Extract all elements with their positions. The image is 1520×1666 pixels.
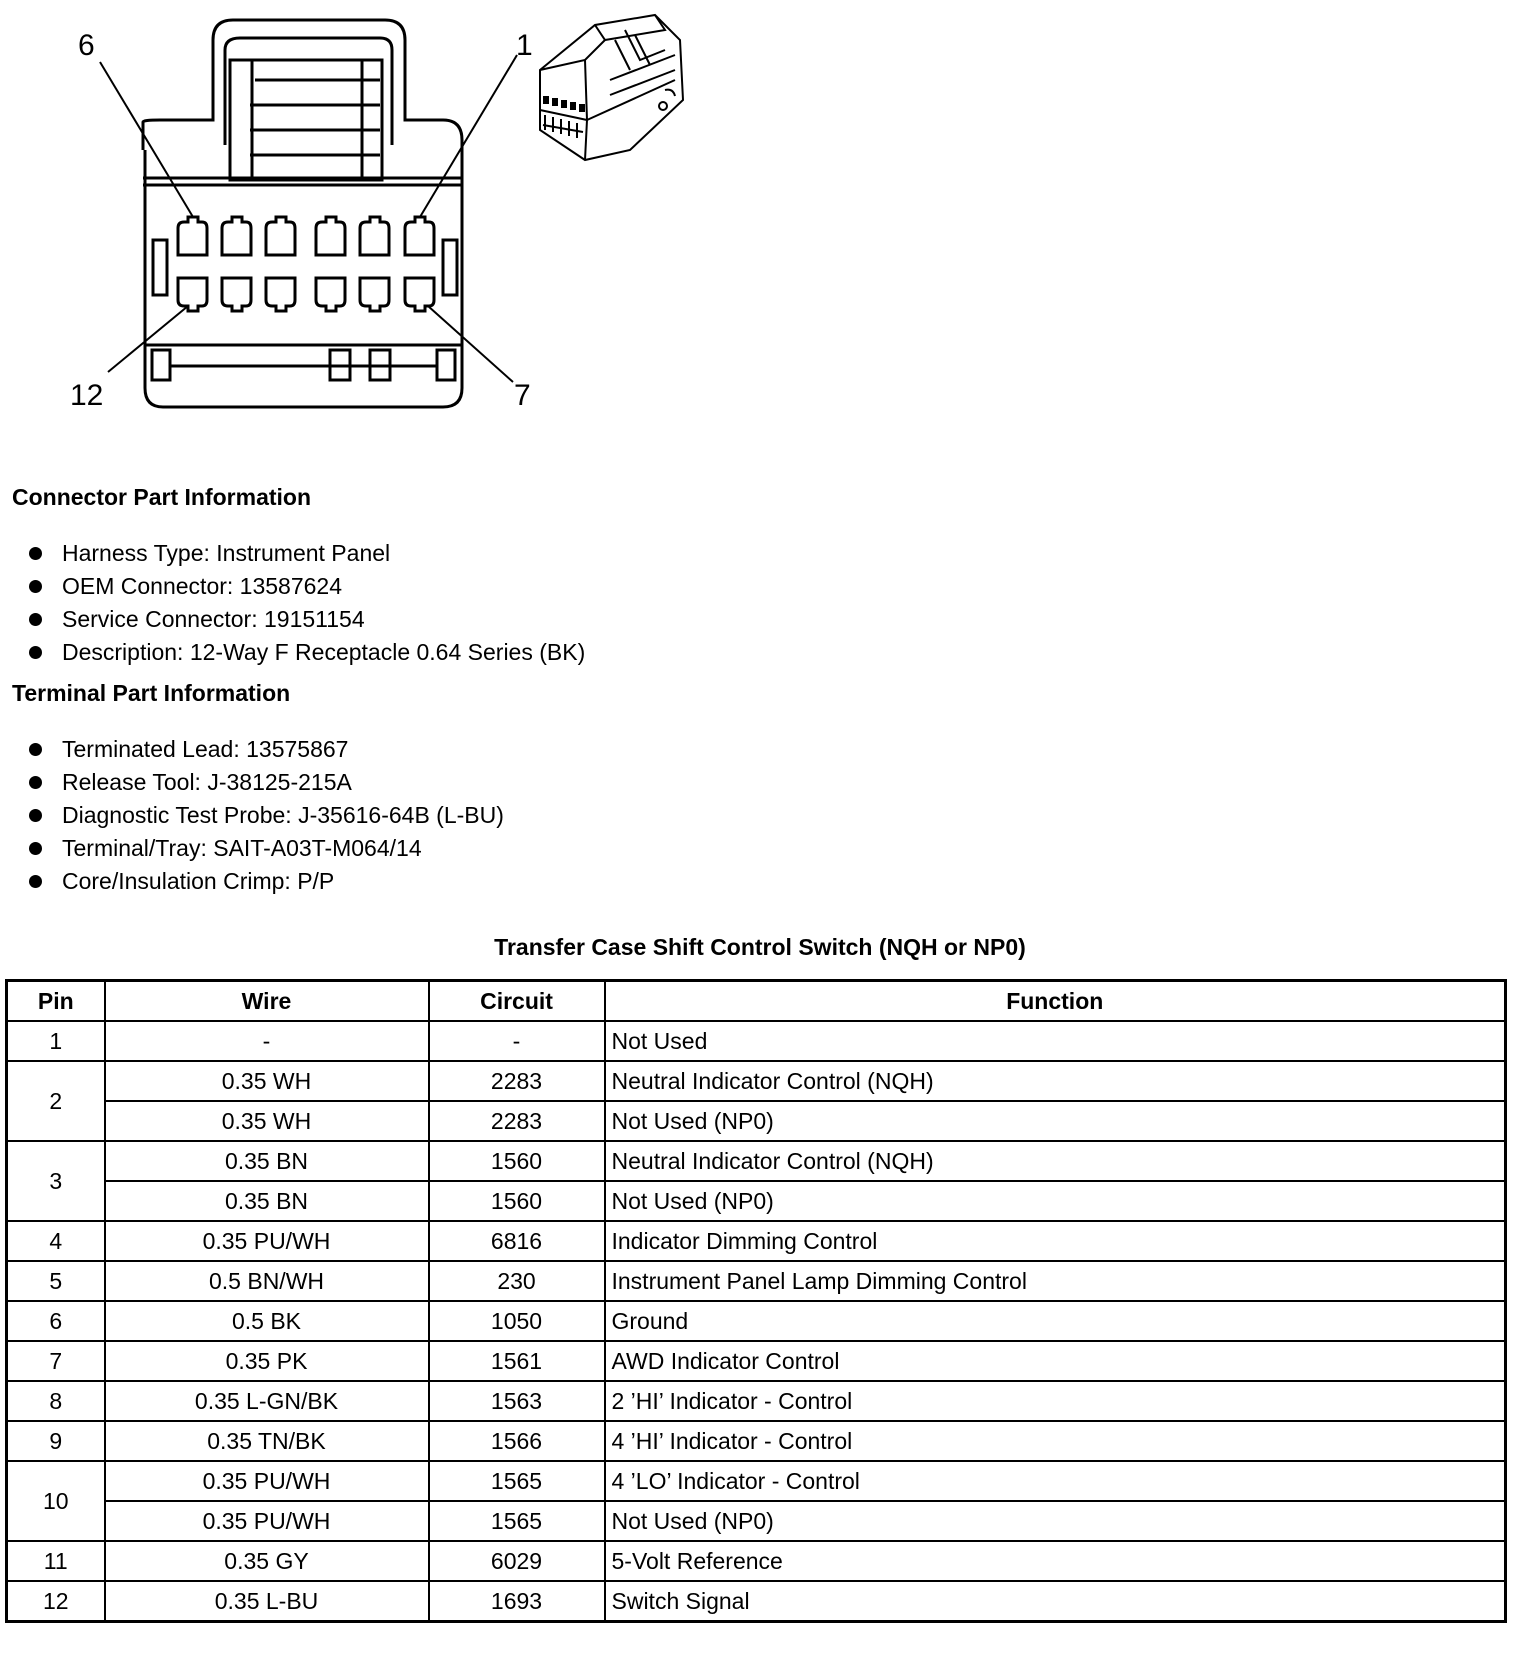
cell-wire: 0.35 L-BU [105,1581,429,1622]
cell-wire: 0.5 BK [105,1301,429,1341]
cell-wire: 0.5 BN/WH [105,1261,429,1301]
cavity-4 [266,217,295,255]
cell-wire: 0.35 WH [105,1061,429,1101]
cell-pin: 3 [7,1141,105,1221]
cell-circuit: 1563 [429,1381,605,1421]
cell-function: Neutral Indicator Control (NQH) [605,1141,1506,1181]
cavity-3 [316,217,345,255]
cell-pin: 2 [7,1061,105,1141]
table-header-row [7,981,1506,1022]
table-row [7,1221,1506,1261]
cell-function: AWD Indicator Control [605,1341,1506,1381]
cavity-1 [405,217,434,255]
cell-circuit: 2283 [429,1101,605,1141]
cell-wire: - [105,1021,429,1061]
table-row [7,1181,1506,1221]
terminal-part-info-list [0,733,504,898]
table-row [7,1581,1506,1622]
cell-pin: 1 [7,1021,105,1061]
bullet-icon [29,776,42,789]
connector-3d-illustration [525,0,705,180]
cell-circuit: 1050 [429,1301,605,1341]
cell-wire: 0.35 PU/WH [105,1221,429,1261]
pinout-table [5,979,1507,1623]
cell-function: Not Used (NP0) [605,1501,1506,1541]
cell-function: Not Used [605,1021,1506,1061]
cell-pin: 12 [7,1581,105,1622]
cavity-11 [222,278,251,311]
cell-function: Ground [605,1301,1506,1341]
table-row [7,1541,1506,1581]
header-function: Function [605,981,1506,1022]
cell-circuit: 1561 [429,1341,605,1381]
table-row [7,1141,1506,1181]
cavity-12 [178,278,207,311]
list-item: Terminated Lead: 13575867 [0,733,504,766]
cell-function: Indicator Dimming Control [605,1221,1506,1261]
cell-circuit: 2283 [429,1061,605,1101]
bullet-icon [29,580,42,593]
list-item: Release Tool: J-38125-215A [0,766,504,799]
cell-wire: 0.35 BN [105,1181,429,1221]
pin-callout-7: 7 [514,379,531,412]
leader-line-12 [108,306,188,372]
cell-circuit: 1565 [429,1461,605,1501]
table-row [7,1501,1506,1541]
cell-pin: 9 [7,1421,105,1461]
bullet-icon [29,613,42,626]
list-item: Service Connector: 19151154 [0,603,585,636]
cell-function: 4 ’HI’ Indicator - Control [605,1421,1506,1461]
cavity-8 [360,278,389,311]
list-item: Diagnostic Test Probe: J-35616-64B (L-BU) [0,799,504,832]
cavity-6 [178,217,207,255]
cell-circuit: 1560 [429,1181,605,1221]
cell-wire: 0.35 WH [105,1101,429,1141]
cell-pin: 11 [7,1541,105,1581]
table-row [7,1421,1506,1461]
cell-wire: 0.35 TN/BK [105,1421,429,1461]
cell-function: Not Used (NP0) [605,1181,1506,1221]
cell-circuit: - [429,1021,605,1061]
cell-circuit: 6029 [429,1541,605,1581]
cell-function: 2 ’HI’ Indicator - Control [605,1381,1506,1421]
cell-circuit: 1693 [429,1581,605,1622]
cell-wire: 0.35 BN [105,1141,429,1181]
cavity-2 [360,217,389,255]
cavity-5 [222,217,251,255]
pin-callout-6: 6 [78,29,95,62]
cell-function: 5-Volt Reference [605,1541,1506,1581]
bullet-icon [29,875,42,888]
cell-function: 4 ’LO’ Indicator - Control [605,1461,1506,1501]
cell-circuit: 1565 [429,1501,605,1541]
pin-callout-12: 12 [70,379,104,412]
cell-function: Instrument Panel Lamp Dimming Control [605,1261,1506,1301]
cell-function: Neutral Indicator Control (NQH) [605,1061,1506,1101]
cell-wire: 0.35 PU/WH [105,1461,429,1501]
bullet-icon [29,743,42,756]
cell-wire: 0.35 GY [105,1541,429,1581]
table-caption: Transfer Case Shift Control Switch (NQH or NP0) [494,934,1026,960]
table-row [7,1021,1506,1061]
cell-wire: 0.35 PK [105,1341,429,1381]
list-item: Core/Insulation Crimp: P/P [0,865,504,898]
bullet-icon [29,646,42,659]
cell-function: Not Used (NP0) [605,1101,1506,1141]
cavity-10 [266,278,295,311]
table-row [7,1261,1506,1301]
cell-wire: 0.35 L-GN/BK [105,1381,429,1421]
cell-circuit: 6816 [429,1221,605,1261]
connector-part-info-list [0,537,585,669]
bullet-icon [29,809,42,822]
list-item: OEM Connector: 13587624 [0,570,585,603]
pin-callout-1: 1 [516,29,533,62]
cell-circuit: 230 [429,1261,605,1301]
cell-pin: 10 [7,1461,105,1541]
table-row [7,1461,1506,1501]
cell-circuit: 1566 [429,1421,605,1461]
header-circuit: Circuit [429,981,605,1022]
list-item: Terminal/Tray: SAIT-A03T-M064/14 [0,832,504,865]
cavity-9 [316,278,345,311]
cell-circuit: 1560 [429,1141,605,1181]
bullet-icon [29,842,42,855]
bullet-icon [29,547,42,560]
cell-pin: 6 [7,1301,105,1341]
header-wire: Wire [105,981,429,1022]
table-row [7,1061,1506,1101]
cell-function: Switch Signal [605,1581,1506,1622]
cell-pin: 7 [7,1341,105,1381]
table-row [7,1301,1506,1341]
cell-pin: 8 [7,1381,105,1421]
terminal-part-info-heading: Terminal Part Information [12,680,291,706]
connector-part-info-heading: Connector Part Information [12,484,312,510]
cell-pin: 5 [7,1261,105,1301]
cell-wire: 0.35 PU/WH [105,1501,429,1541]
table-row [7,1341,1506,1381]
list-item: Harness Type: Instrument Panel [0,537,585,570]
list-item: Description: 12-Way F Receptacle 0.64 Series (BK) [0,636,585,669]
cavity-7 [405,278,434,311]
cell-pin: 4 [7,1221,105,1261]
header-pin: Pin [7,981,105,1022]
leader-line-1 [420,55,517,217]
table-row [7,1381,1506,1421]
connector-face-diagram [0,0,540,420]
table-row [7,1101,1506,1141]
